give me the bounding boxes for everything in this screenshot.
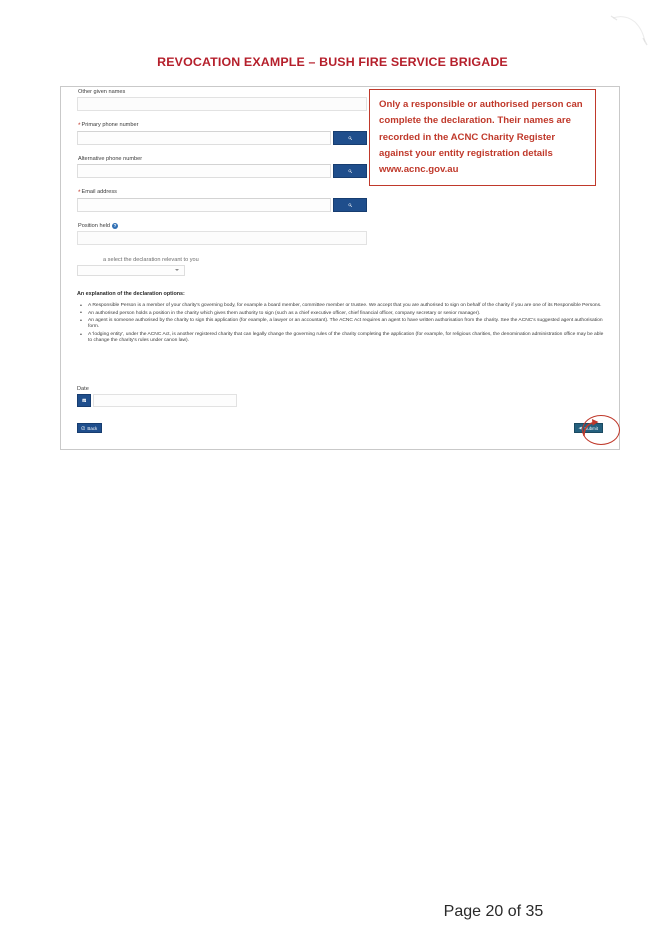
primary-phone-input[interactable] [77, 131, 331, 145]
field-position-held [77, 221, 367, 245]
field-alternative-phone [77, 154, 367, 178]
declaration-select-hint: a select the declaration relevant to you [103, 257, 199, 263]
required-marker: * [78, 189, 81, 196]
send-icon [578, 426, 582, 430]
explanation-title: An explanation of the declaration options: [77, 291, 185, 297]
field-label [77, 154, 367, 164]
back-button-label: Back [87, 425, 98, 431]
list-item: • An agent is someone authorised by the charity to sign this application (for example, a lawyer or an accountant). The ACNC Act requires an agent to have written authorisation from the charity. See the ACNC's suggested agent authorisation form. [77, 318, 605, 330]
field-email-address [77, 187, 367, 212]
search-icon [348, 136, 352, 140]
field-label [77, 221, 367, 231]
alternative-phone-search-button[interactable] [333, 164, 367, 178]
declaration-form [77, 87, 367, 277]
explanation-list [77, 303, 605, 344]
submit-button-label: Submit [584, 425, 598, 431]
primary-phone-search-button[interactable] [333, 131, 367, 145]
position-held-input[interactable] [77, 231, 367, 245]
submit-button[interactable] [574, 423, 603, 433]
annotation-callout-box [369, 89, 596, 186]
field-label-text: Primary phone number [81, 122, 139, 128]
field-label [77, 187, 367, 198]
list-item: • A Responsible Person is a member of your charity's governing body, for example a board member, committee member or trustee. We accept that you are authorised to sign on behalf of the charity if you are one of its Responsible Persons. [77, 303, 605, 309]
field-label-text: Other given names [78, 89, 126, 95]
required-marker: * [78, 122, 81, 129]
declaration-explanation [77, 290, 605, 346]
field-label [77, 120, 367, 131]
field-label-text: Alternative phone number [78, 156, 143, 162]
page-footer [0, 903, 665, 921]
field-date [77, 384, 237, 407]
date-input[interactable] [93, 394, 237, 407]
field-other-given-names [77, 87, 367, 111]
page-number-text: Page 20 of 35 [443, 903, 544, 920]
chevron-down-icon [175, 269, 179, 271]
help-icon[interactable]: ? [113, 223, 117, 228]
date-picker-button[interactable] [77, 394, 91, 407]
field-label [77, 87, 367, 97]
list-item: • A 'lodging entity', under the ACNC Act, is another registered charity that can legally change the governing rules of the charity completing the application (for example, for religious charities, the denomination administration office may be able to change the charity's rules under canon law). [77, 332, 605, 344]
other-given-names-input[interactable] [77, 97, 367, 111]
page-title: REVOCATION EXAMPLE – BUSH FIRE SERVICE BRIGADE [157, 55, 508, 69]
annotation-callout-text: Only a responsible or authorised person can complete the declaration. Their names are recorded in the ACNC Charity Register against your entity registration details www.acnc.gov.au [379, 99, 583, 176]
search-icon [348, 203, 352, 207]
email-address-input[interactable] [77, 198, 331, 212]
date-label: Date [77, 386, 89, 392]
alternative-phone-input[interactable] [77, 164, 331, 178]
declaration-select-group [77, 255, 367, 276]
arrow-left-circle-icon [81, 426, 85, 430]
field-label-text: Position held [78, 223, 111, 229]
field-primary-phone [77, 120, 367, 145]
calendar-icon [82, 398, 86, 402]
back-button[interactable] [77, 423, 102, 433]
scan-artifact [605, 12, 649, 46]
field-label-text: Email address [81, 189, 117, 195]
search-icon [348, 169, 352, 173]
form-actions [61, 420, 619, 451]
declaration-select[interactable] [77, 265, 185, 276]
list-item: • An authorised person holds a position in the charity which gives them authority to sign (such as a chief executive officer, chief financial officer, company secretary or senior manager). [77, 311, 605, 317]
email-address-search-button[interactable] [333, 198, 367, 212]
